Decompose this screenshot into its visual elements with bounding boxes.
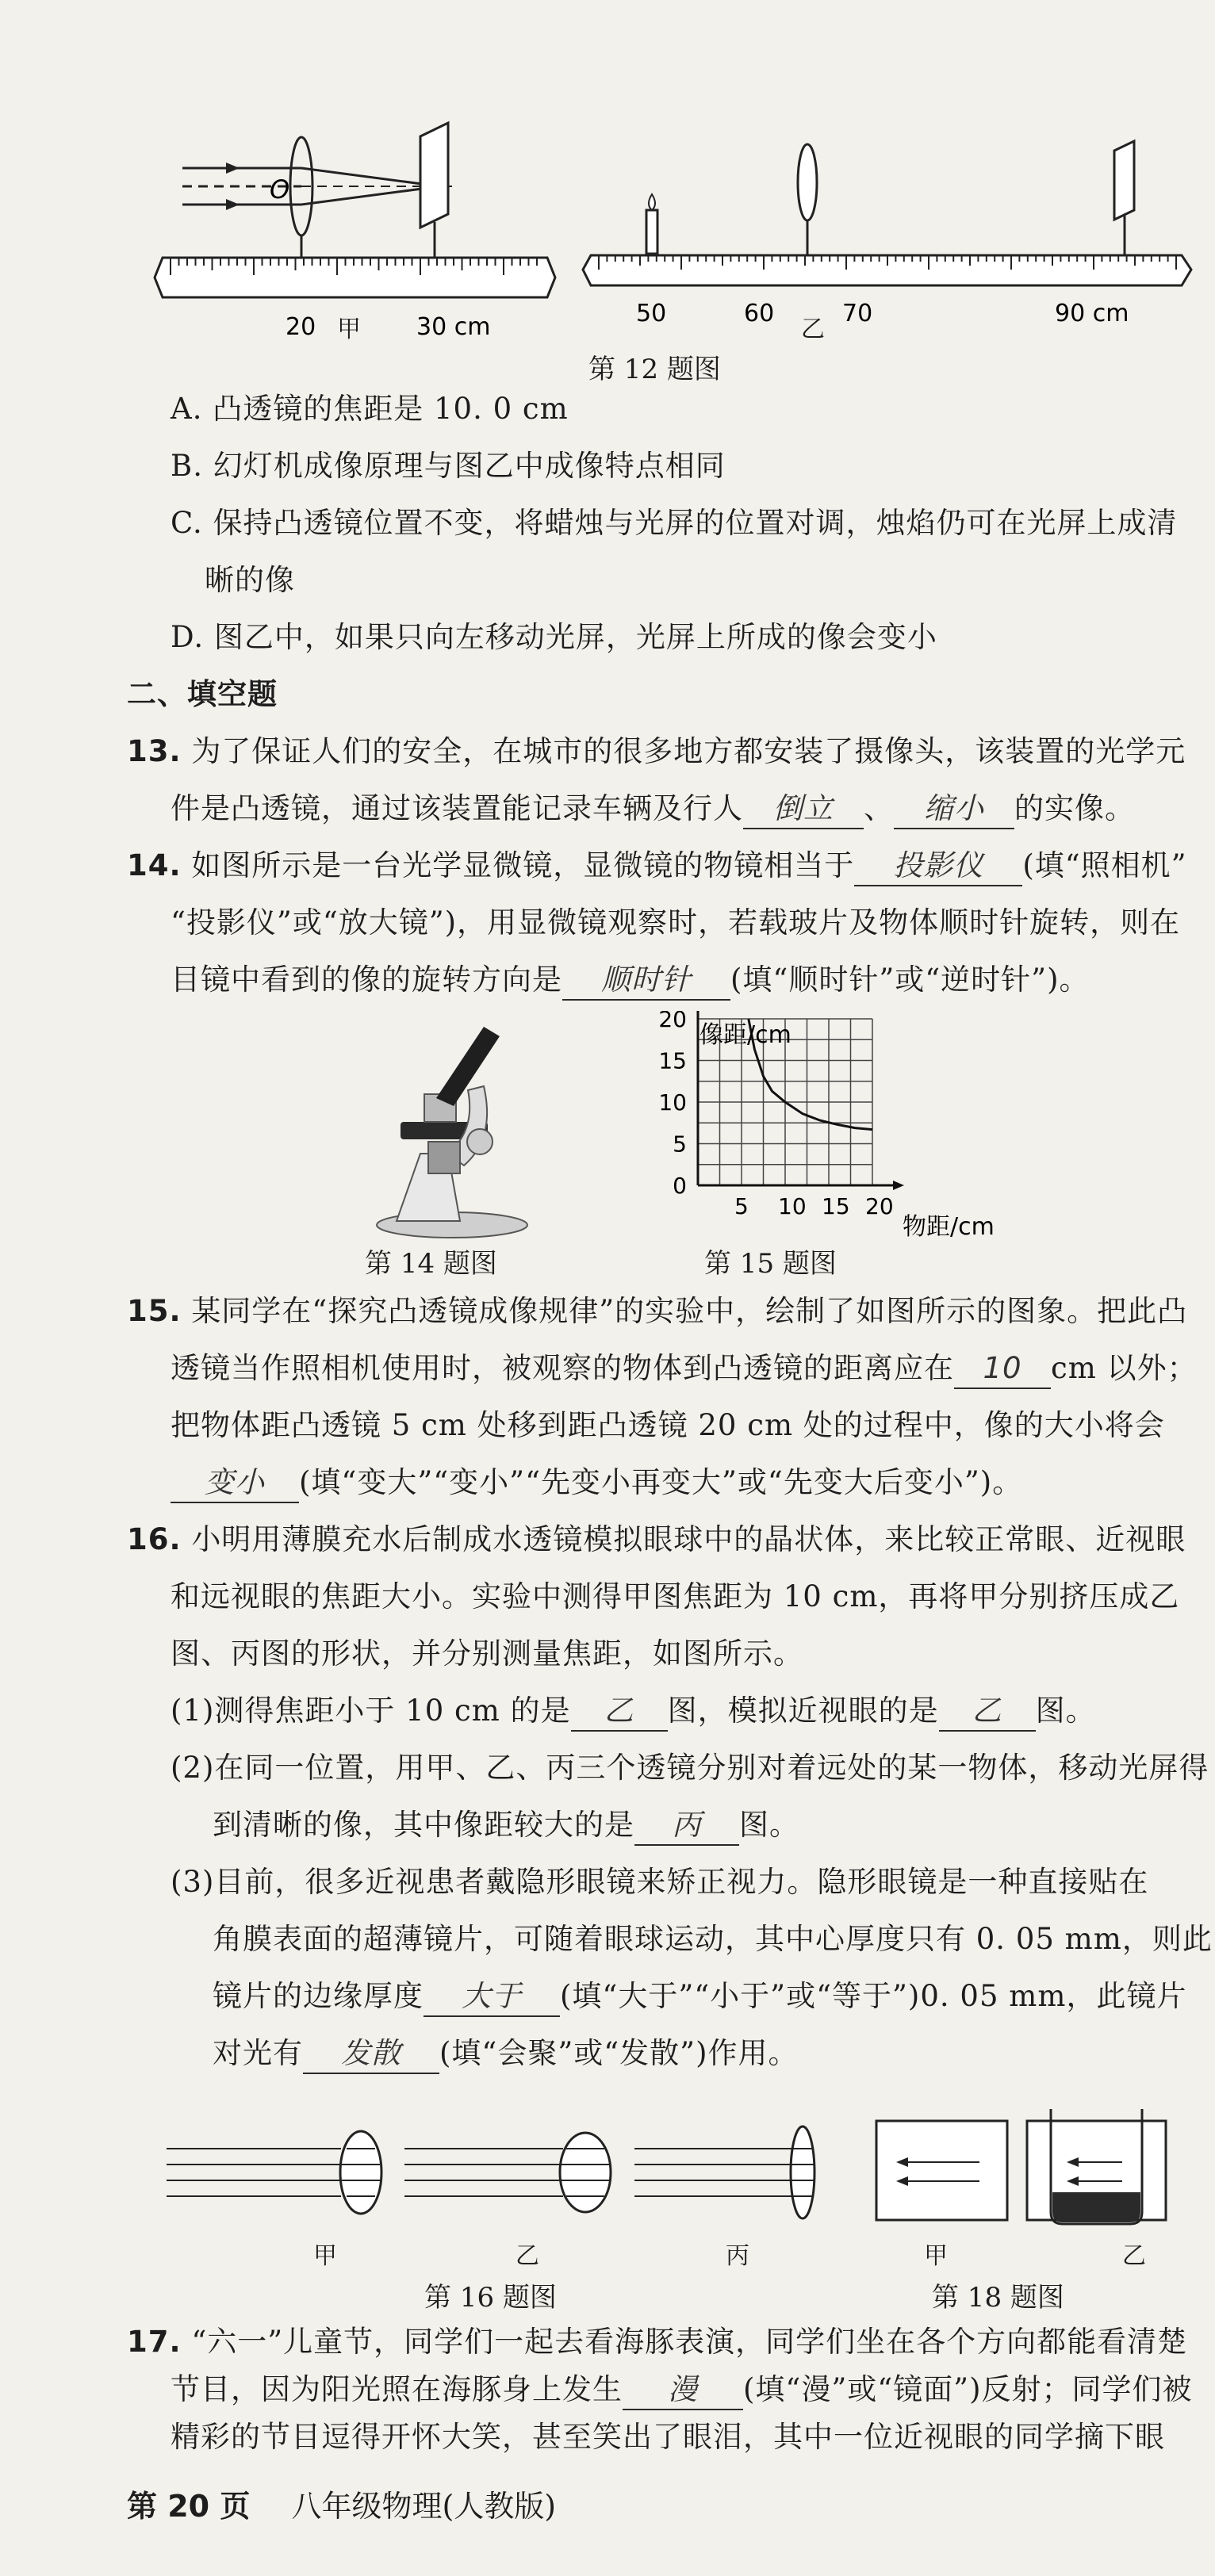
chart-ylabel: 像距/cm: [699, 1021, 791, 1049]
fig16-caption: 第 16 题图: [424, 2282, 557, 2314]
q16-p2-answer: 丙: [634, 1806, 739, 1846]
y-tick-label: 15: [658, 1047, 687, 1074]
q16-p3b: (填“大于”“小于”或“等于”)0. 05 mm，此镜片: [560, 1979, 1187, 2013]
fig14-microscope: [373, 1011, 531, 1241]
footer-book-title: 八年级物理(人教版): [291, 2489, 557, 2524]
q16-p3-answer2: 发散: [303, 2034, 439, 2074]
fig12-caption: 第 12 题图: [588, 354, 721, 385]
q13-number: 13.: [127, 734, 182, 768]
fig12-yi-tick-70: 70: [842, 300, 873, 327]
fig16-label-yi: 乙: [516, 2242, 539, 2270]
x-tick-label: 15: [822, 1193, 850, 1219]
page-footer: [127, 2482, 588, 2525]
q13-answer1: 倒立: [743, 790, 864, 829]
q17-text2b: (填“漫”或“镜面”)反射；同学们被: [743, 2372, 1193, 2406]
q15-answer1: 10: [954, 1349, 1051, 1389]
x-axis-arrow: [893, 1181, 904, 1190]
q17-line3: 精彩的节目逗得开怀大笑，甚至笑出了眼泪，其中一位近视眼的同学摘下眼: [171, 2420, 1165, 2454]
q15-line4: [171, 1464, 1022, 1503]
fig18-yi-beaker: [1027, 2109, 1166, 2224]
q16-line2: 和远视眼的焦距大小。实验中测得甲图焦距为 10 cm，再将甲分别挤压成乙: [171, 1579, 1180, 1613]
q12-option-b: B. 幻灯机成像原理与图乙中成像特点相同: [171, 449, 726, 483]
fig12-yi-tick-90: 90 cm: [1055, 300, 1129, 327]
fig16-bing-lens: [634, 2126, 814, 2218]
section-title: 二、填空题: [127, 677, 278, 711]
q16-part3-line4: [213, 2034, 799, 2074]
fig14-caption: 第 14 题图: [365, 1248, 497, 1280]
fig18-label-yi: 乙: [1122, 2242, 1146, 2270]
q13-text2a: 件是凸透镜，通过该装置能记录车辆及行人: [171, 791, 743, 825]
fig18-jia-box: [876, 2121, 1007, 2220]
fig12-jia-label: 甲: [337, 316, 361, 343]
fig12-diagram: [151, 119, 1213, 349]
q12-option-d: D. 图乙中，如果只向左移动光屏，光屏上所成的像会变小: [171, 620, 937, 654]
q13-text2b: 的实像。: [1014, 791, 1135, 825]
q13-sep: 、: [864, 791, 894, 825]
q16-line3: 图、丙图的形状，并分别测量焦距，如图所示。: [171, 1636, 803, 1671]
q16-part2-line2: [213, 1806, 799, 1846]
q13-text1: 为了保证人们的安全，在城市的很多地方都安装了摄像头，该装置的光学元: [191, 734, 1186, 768]
q15-answer2: 变小: [171, 1464, 299, 1503]
q15-line1: [127, 1292, 1187, 1330]
y-tick-label: 5: [673, 1131, 687, 1158]
q16-p1-answer1: 乙: [571, 1692, 668, 1732]
q14-answer1: 投影仪: [854, 847, 1022, 886]
q15-line3: 把物体距凸透镜 5 cm 处移到距凸透镜 20 cm 处的过程中，像的大小将会: [171, 1408, 1165, 1442]
fig18-label-jia: 甲: [924, 2242, 948, 2270]
q14-line3: [171, 961, 1090, 1001]
q14-answer2: 顺时针: [562, 961, 730, 1001]
y-tick-label: 10: [658, 1089, 687, 1116]
q16-p3-answer1: 大于: [424, 1977, 560, 2017]
q16-part3-line3: [213, 1977, 1186, 2017]
q16-p3a: 镜片的边缘厚度: [213, 1979, 424, 2013]
fig18-caption: 第 18 题图: [932, 2282, 1064, 2314]
y-tick-label: 20: [658, 1011, 687, 1032]
q14-line2: “投影仪”或“放大镜”)，用显微镜观察时，若载玻片及物体顺时针旋转，则在: [171, 905, 1181, 940]
fig12-jia-tick-20: 20: [286, 313, 316, 341]
q15-text4b: (填“变大”“变小”“先变小再变大”或“先变大后变小”)。: [299, 1465, 1023, 1499]
q16-p3c: 对光有: [213, 2036, 303, 2070]
q15-text2a: 透镜当作照相机使用时，被观察的物体到凸透镜的距离应在: [171, 1351, 954, 1385]
q14-text3b: (填“顺时针”或“逆时针”)。: [730, 963, 1090, 997]
x-tick-label: 10: [778, 1193, 807, 1219]
footer-page-number: 第 20 页: [127, 2489, 251, 2524]
q16-part3-line2: 角膜表面的超薄镜片，可随着眼球运动，其中心厚度只有 0. 05 mm，则此: [213, 1922, 1213, 1956]
fig16-label-jia: 甲: [313, 2242, 337, 2270]
fig12-lens-label: O: [270, 174, 290, 205]
q14-text3a: 目镜中看到的像的旋转方向是: [171, 963, 562, 997]
q13-line2: [171, 790, 1135, 829]
q15-line2: [171, 1349, 1198, 1389]
x-tick-label: 20: [865, 1193, 894, 1219]
q14-text1b: (填“照相机”: [1022, 848, 1187, 882]
fig15-chart: [634, 1011, 1063, 1257]
fig12-jia-tick-30: 30 cm: [416, 313, 491, 341]
fig12-yi-tick-50: 50: [636, 300, 667, 327]
q13-answer2: 缩小: [894, 790, 1014, 829]
q16-line1: [127, 1521, 1186, 1559]
q16-p1b: 图，模拟近视眼的是: [667, 1694, 939, 1728]
q17-answer1: 漫: [623, 2371, 743, 2410]
q17-line1: [127, 2323, 1187, 2361]
q14-number: 14.: [127, 848, 182, 882]
q17-text2a: 节目，因为阳光照在海豚身上发生: [171, 2372, 623, 2406]
q12-option-c: C. 保持凸透镜位置不变，将蜡烛与光屏的位置对调，烛焰仍可在光屏上成清: [171, 506, 1178, 540]
q14-line1: [127, 847, 1187, 886]
q16-part1: [171, 1692, 1096, 1732]
q17-text1: “六一”儿童节，同学们一起去看海豚表演，同学们坐在各个方向都能看清楚: [191, 2325, 1188, 2359]
q17-number: 17.: [127, 2325, 182, 2359]
fig12-yi-label: 乙: [801, 316, 825, 343]
fig12-jia: [155, 123, 555, 341]
q12-option-c-cont: 晰的像: [205, 563, 295, 597]
q15-text2b: cm 以外；: [1051, 1351, 1198, 1385]
q16-p2a: 到清晰的像，其中像距较大的是: [213, 1808, 634, 1842]
q16-text1: 小明用薄膜充水后制成水透镜模拟眼球中的晶状体，来比较正常眼、近视眼: [191, 1522, 1186, 1556]
q16-p1c: 图。: [1035, 1694, 1096, 1728]
q16-p3d: (填“会聚”或“发散”)作用。: [439, 2036, 799, 2070]
q16-p1-answer2: 乙: [939, 1692, 1036, 1732]
q14-text1a: 如图所示是一台光学显微镜，显微镜的物镜相当于: [191, 848, 855, 882]
q16-number: 16.: [127, 1522, 182, 1556]
fig16-yi-lens: [404, 2133, 611, 2212]
q16-p1a: (1)测得焦距小于 10 cm 的是: [171, 1694, 571, 1728]
fig12-yi: [583, 141, 1191, 327]
q13-line1: [127, 733, 1186, 771]
q17-line2: [171, 2371, 1193, 2410]
fig16-jia-lens: [167, 2131, 381, 2214]
chart-xlabel: 物距/cm: [903, 1213, 995, 1241]
fig16-label-bing: 丙: [726, 2242, 749, 2270]
y-tick-label: 0: [673, 1173, 687, 1199]
q15-number: 15.: [127, 1294, 182, 1328]
fig16-18-diagram: [159, 2105, 1190, 2240]
q16-part2-line1: (2)在同一位置，用甲、乙、丙三个透镜分别对着远处的某一物体，移动光屏得: [171, 1751, 1209, 1785]
fig12-yi-tick-60: 60: [744, 300, 775, 327]
q16-part3-line1: (3)目前，很多近视患者戴隐形眼镜来矫正视力。隐形眼镜是一种直接贴在: [171, 1865, 1149, 1899]
fig15-caption: 第 15 题图: [704, 1248, 837, 1280]
q16-p2b: 图。: [739, 1808, 799, 1842]
x-tick-label: 5: [734, 1193, 749, 1219]
q15-text1: 某同学在“探究凸透镜成像规律”的实验中，绘制了如图所示的图象。把此凸: [191, 1294, 1188, 1328]
q12-option-a: A. 凸透镜的焦距是 10. 0 cm: [171, 392, 569, 426]
